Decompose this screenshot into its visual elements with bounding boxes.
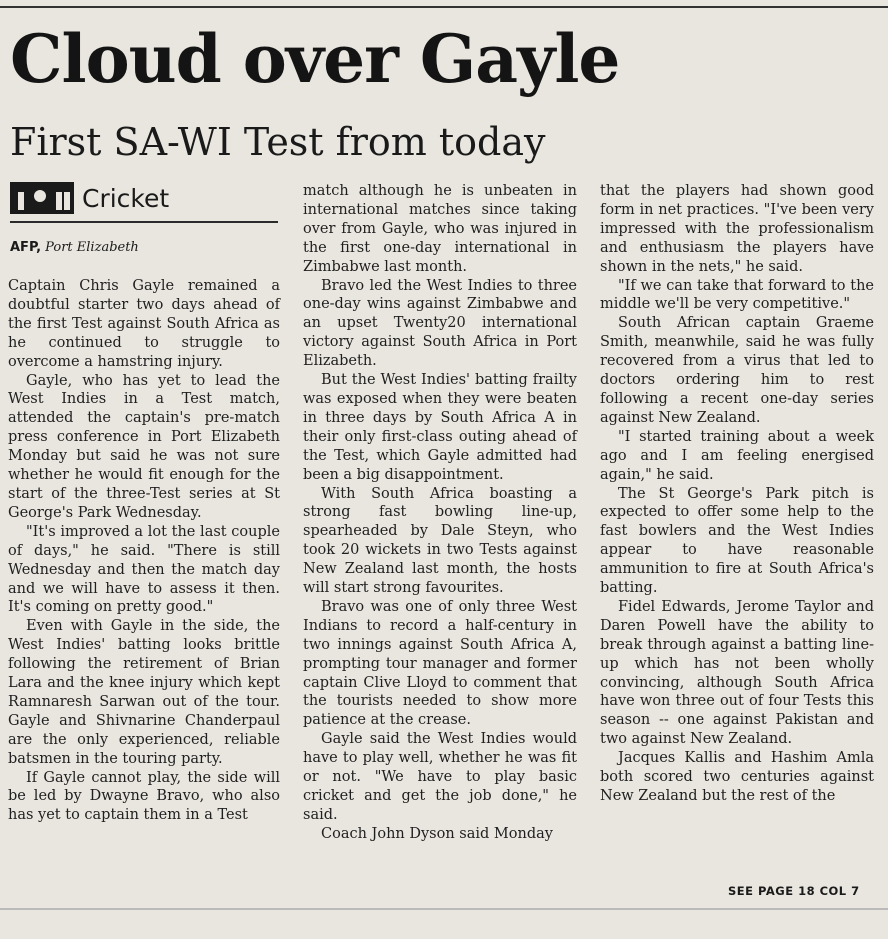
paragraph: Bravo led the West Indies to three one-day wins against Zimbabwe and an upset Twenty20 international victory against South Africa in Port Elizabeth. <box>303 277 577 370</box>
paragraph: "I started training about a week ago and I am feeling energised again," he said. <box>600 428 874 483</box>
paragraph: Coach John Dyson said Monday <box>321 825 553 842</box>
paragraph: Gayle said the West Indies would have to play well, whether he was fit or not. "We have to play basic cricket and get the job done," he said. <box>303 731 577 823</box>
paragraph: Jacques Kallis and Hashim Amla both scored two centuries against New Zealand but the rest of the <box>600 750 874 804</box>
section-label: Cricket <box>82 183 170 213</box>
paragraph: Bravo was one of only three West Indians to record a half-century in two innings against South Africa A, prompting tour manager and former captain Clive Lloyd to comment that the tourists needed to show more patience at the crease. <box>303 598 577 729</box>
paragraph: The St George's Park pitch is expected to offer some help to the fast bowlers and the West Indies appear to have reasonable ammunition to fire at South Africa's batting. <box>600 485 874 597</box>
section-rule <box>10 221 278 223</box>
subheadline: First SA-WI Test from today <box>10 120 546 164</box>
section-tag <box>10 180 169 216</box>
paragraph: Captain Chris Gayle remained a doubtful starter two days ahead of the first Test against South Africa as he continued to struggle to overcome a hamstring injury. <box>8 278 280 370</box>
jump-line: SEE PAGE 18 COL 7 <box>728 884 860 898</box>
headline: Cloud over Gayle <box>10 20 620 98</box>
paragraph: "If we can take that forward to the middle we'll be very competitive." <box>600 277 874 313</box>
article-column-2 <box>303 182 577 844</box>
article-column-1 <box>8 277 280 825</box>
top-rule <box>0 6 888 8</box>
byline <box>10 240 139 255</box>
paragraph: "It's improved a lot the last couple of days," he said. "There is still Wednesday and then the match day and we will have to assess it then. It's coming on pretty good." <box>8 523 280 616</box>
paragraph: With South Africa boasting a strong fast bowling line-up, spearheaded by Dale Steyn, who took 20 wickets in two Tests against New Zealand last month, the hosts will start strong favourites. <box>303 485 577 597</box>
paragraph: Gayle, who has yet to lead the West Indies in a Test match, attended the captain's pre-match press conference in Port Elizabeth Monday but said he was not sure whether he would fit enough for the start of the three-Test series at St George's Park Wednesday. <box>8 372 280 521</box>
paragraph: that the players had shown good form in net practices. "I've been very impressed with the professionalism and enthusiasm the players have shown in the nets," he said. <box>600 183 874 275</box>
paragraph: South African captain Graeme Smith, meanwhile, said he was fully recovered from a virus that led to doctors ordering him to rest following a recent one-day series against New Zealand. <box>600 315 874 426</box>
article-column-3 <box>600 182 874 806</box>
paragraph: Fidel Edwards, Jerome Taylor and Daren Powell have the ability to break through against a batting line-up which has not been wholly convincing, although South Africa have won three out of four Tests this season -- one against Pakistan and two against New Zealand. <box>600 598 874 748</box>
paragraph: If Gayle cannot play, the side will be led by Dwayne Bravo, who also has yet to captain them in a Test <box>8 769 280 824</box>
paragraph: Even with Gayle in the side, the West Indies' batting looks brittle following the retirement of Brian Lara and the knee injury which kept Ramnaresh Sarwan out of the tour. Gayle and Shivnarine Chanderpaul are the only experienced, reliable batsmen in the touring party. <box>8 618 280 767</box>
byline-place: Port Elizabeth <box>45 240 139 255</box>
paragraph: match although he is unbeaten in international matches since taking over from Gayle, who was injured in the first one-day international in Zimbabwe last month. <box>303 183 577 275</box>
paragraph: But the West Indies' batting frailty was exposed when they were beaten in three days by South Africa A in their only first-class outing ahead of the Test, which Gayle admitted had been a big disappointment. <box>303 372 577 483</box>
bottom-rule <box>0 908 888 910</box>
cricket-stumps-icon <box>10 182 74 214</box>
byline-agency: AFP, <box>10 240 42 255</box>
